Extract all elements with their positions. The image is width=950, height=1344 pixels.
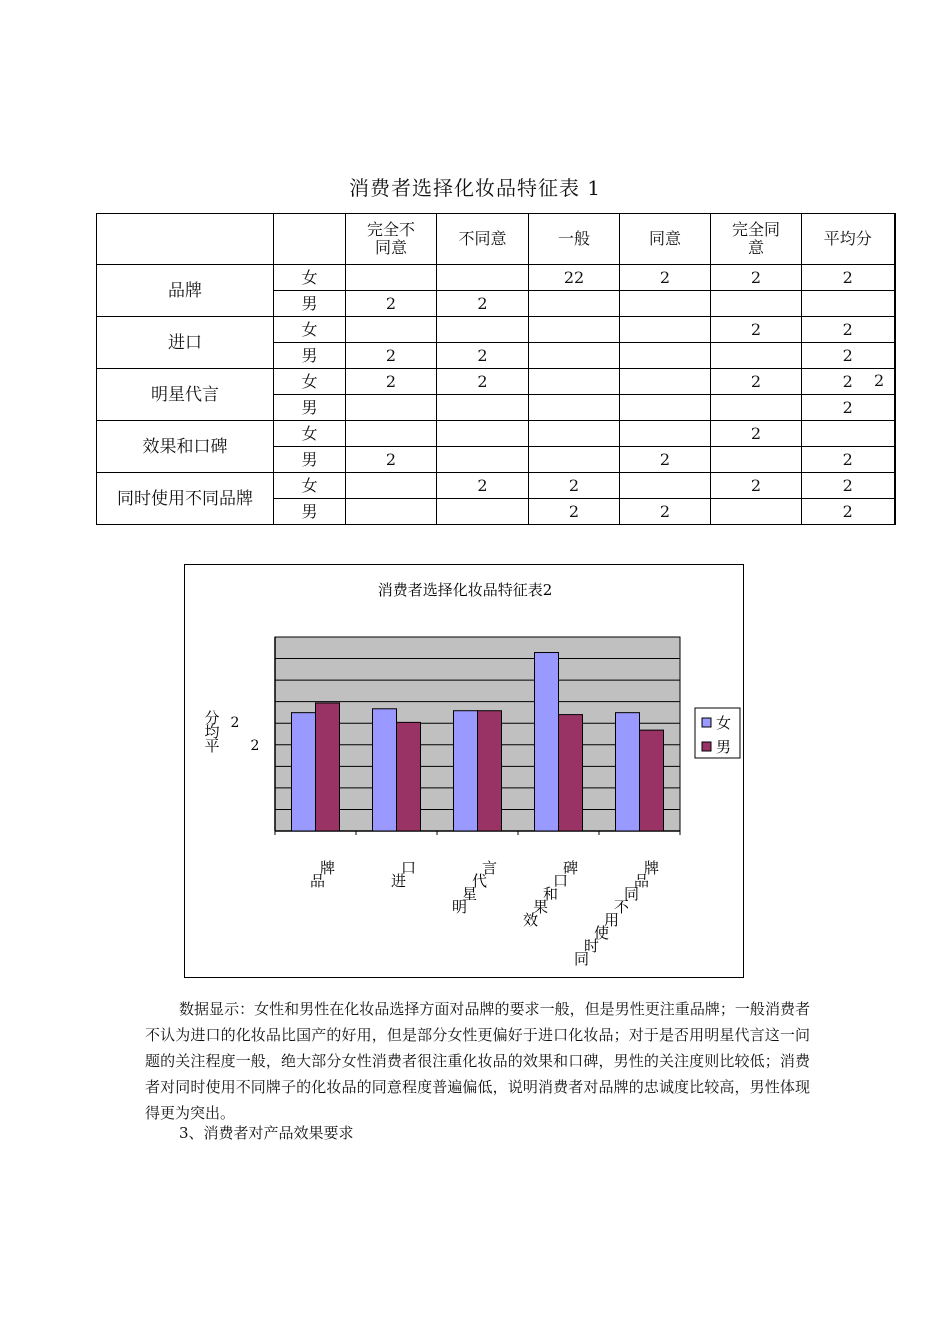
bar-male <box>640 730 664 831</box>
value-cell <box>529 395 620 421</box>
category-label-char: 使 <box>593 924 610 942</box>
value-cell <box>437 395 529 421</box>
value-cell <box>711 395 802 421</box>
gender-cell: 男 <box>274 291 346 317</box>
legend-label: 男 <box>716 738 732 756</box>
bar-female <box>535 653 559 831</box>
value-cell <box>529 447 620 473</box>
category-label-char: 同 <box>623 885 640 903</box>
gender-cell: 女 <box>274 265 346 291</box>
value-cell: 2 <box>802 499 895 525</box>
header-cell: 完全同 意 <box>711 214 802 265</box>
value-cell: 2 <box>346 343 437 369</box>
y-tick-label: 2 <box>250 738 260 754</box>
value-cell: 2 <box>437 473 529 499</box>
value-cell <box>346 421 437 447</box>
value-cell <box>346 499 437 525</box>
gender-cell: 女 <box>274 421 346 447</box>
value-cell <box>620 343 711 369</box>
value-cell <box>620 473 711 499</box>
value-cell <box>437 265 529 291</box>
y-axis-label-char: 均 <box>204 723 220 741</box>
bar-male <box>316 703 340 831</box>
gender-cell: 男 <box>274 499 346 525</box>
y-axis-label-char: 平 <box>204 737 220 755</box>
value-cell: 2 <box>711 421 802 447</box>
value-cell: 2 <box>711 265 802 291</box>
value-cell <box>711 343 802 369</box>
value-cell: 2 <box>437 369 529 395</box>
category-label-char: 代 <box>471 872 488 890</box>
feature-table <box>96 213 896 525</box>
value-cell <box>437 499 529 525</box>
category-label-char: 言 <box>481 859 498 877</box>
chart-box <box>184 564 744 978</box>
value-cell: 2 <box>437 343 529 369</box>
value-cell: 2 <box>802 395 895 421</box>
value-cell <box>437 447 529 473</box>
category-label-char: 进 <box>390 872 407 890</box>
header-cell: 平均分 <box>802 214 895 265</box>
category-label-char: 口 <box>400 859 417 877</box>
value-cell <box>529 343 620 369</box>
bar-male <box>559 715 583 831</box>
category-label-char: 和 <box>542 885 559 903</box>
header-cell <box>274 214 346 265</box>
bar-female <box>454 711 478 831</box>
category-label-char: 星 <box>461 885 478 903</box>
header-cell: 同意 <box>620 214 711 265</box>
legend-swatch <box>702 718 711 727</box>
value-cell <box>802 421 895 447</box>
value-cell <box>529 317 620 343</box>
value-cell: 2 <box>620 499 711 525</box>
bar-chart <box>185 565 745 979</box>
value-cell <box>802 291 895 317</box>
value-cell <box>437 421 529 447</box>
gender-cell: 女 <box>274 317 346 343</box>
value-cell: 2 <box>346 369 437 395</box>
y-axis-label-char: 分 <box>204 709 220 727</box>
value-cell: 2 <box>802 447 895 473</box>
value-cell <box>529 369 620 395</box>
analysis-text: 数据显示：女性和男性在化妆品选择方面对品牌的要求一般，但是男性更注重品牌；一般消费者不认为进口的化妆品比国产的好用，但是部分女性更偏好于进口化妆品；对于是否用明星代言这一问题的关注程度一般，绝大部分女性消费者很注重化妆品的效果和口碑，男性的关注度则比较低；消费者对同时使用不同牌子的化妆品的同意程度普遍偏低，说明消费者对品牌的忠诚度比较高，男性体现得更为突出。 <box>145 1000 810 1122</box>
item-label: 效果和口碑 <box>97 421 274 473</box>
value-cell <box>620 291 711 317</box>
value-cell: 2 <box>802 343 895 369</box>
category-label-char: 果 <box>532 898 549 916</box>
header-cell: 一般 <box>529 214 620 265</box>
value-cell: 2 <box>802 473 895 499</box>
value-cell: 2 <box>346 291 437 317</box>
legend-label: 女 <box>716 714 732 732</box>
gender-cell: 男 <box>274 343 346 369</box>
bar-male <box>478 711 502 831</box>
category-label-char: 口 <box>552 872 569 890</box>
section-heading: 3、消费者对产品效果要求 <box>179 1124 354 1142</box>
analysis-paragraph <box>145 996 810 1126</box>
chart-title: 消费者选择化妆品特征表2 <box>377 581 553 599</box>
value-cell: 2 <box>346 447 437 473</box>
bar-male <box>397 722 421 831</box>
gender-cell: 女 <box>274 369 346 395</box>
item-label: 进口 <box>97 317 274 369</box>
value-cell <box>711 499 802 525</box>
value-cell <box>620 395 711 421</box>
value-cell: 2 <box>437 291 529 317</box>
header-cell: 完全不 同意 <box>346 214 437 265</box>
value-cell: 2 <box>711 473 802 499</box>
gender-cell: 男 <box>274 447 346 473</box>
value-cell: 2 <box>802 317 895 343</box>
category-label-char: 效 <box>522 911 539 929</box>
category-label-char: 不 <box>613 898 630 916</box>
value-cell: 2 <box>802 265 895 291</box>
value-cell: 22 <box>529 265 620 291</box>
category-label-char: 品 <box>633 872 650 890</box>
value-cell <box>529 421 620 447</box>
value-cell <box>346 395 437 421</box>
table-row <box>97 473 895 499</box>
value-cell: 2 <box>711 369 802 395</box>
item-label: 同时使用不同品牌 <box>97 473 274 525</box>
table-row <box>97 369 895 395</box>
value-cell <box>620 421 711 447</box>
value-cell: 2 <box>711 317 802 343</box>
category-label-char: 牌 <box>643 859 660 877</box>
value-cell: 2 <box>620 447 711 473</box>
value-cell <box>346 317 437 343</box>
value-cell <box>346 473 437 499</box>
category-label-char: 碑 <box>562 859 579 877</box>
item-label: 品牌 <box>97 265 274 317</box>
category-label-char: 时 <box>583 937 600 955</box>
value-cell <box>437 317 529 343</box>
value-cell <box>711 447 802 473</box>
value-cell <box>620 369 711 395</box>
value-cell: 2 <box>529 473 620 499</box>
legend-swatch <box>702 742 711 751</box>
value-cell <box>529 291 620 317</box>
bar-female <box>292 713 316 831</box>
category-label-char: 品 <box>309 872 326 890</box>
table-title: 消费者选择化妆品特征表 1 <box>348 176 602 200</box>
table-row <box>97 265 895 291</box>
value-cell <box>620 317 711 343</box>
value-cell: 2 <box>620 265 711 291</box>
value-cell: 2 <box>529 499 620 525</box>
stray-value: 2 <box>874 371 885 390</box>
table-row <box>97 421 895 447</box>
y-tick-label: 2 <box>230 715 240 731</box>
value-cell <box>711 291 802 317</box>
category-label-char: 同 <box>573 950 590 968</box>
value-cell: 2 <box>802 369 895 395</box>
bar-female <box>616 713 640 831</box>
gender-cell: 女 <box>274 473 346 499</box>
category-label-char: 明 <box>451 898 468 916</box>
category-label-char: 用 <box>603 911 620 929</box>
header-cell <box>97 214 274 265</box>
category-label-char: 牌 <box>319 859 336 877</box>
value-cell <box>346 265 437 291</box>
header-cell: 不同意 <box>437 214 529 265</box>
table-row <box>97 317 895 343</box>
bar-female <box>373 709 397 831</box>
item-label: 明星代言 <box>97 369 274 421</box>
gender-cell: 男 <box>274 395 346 421</box>
